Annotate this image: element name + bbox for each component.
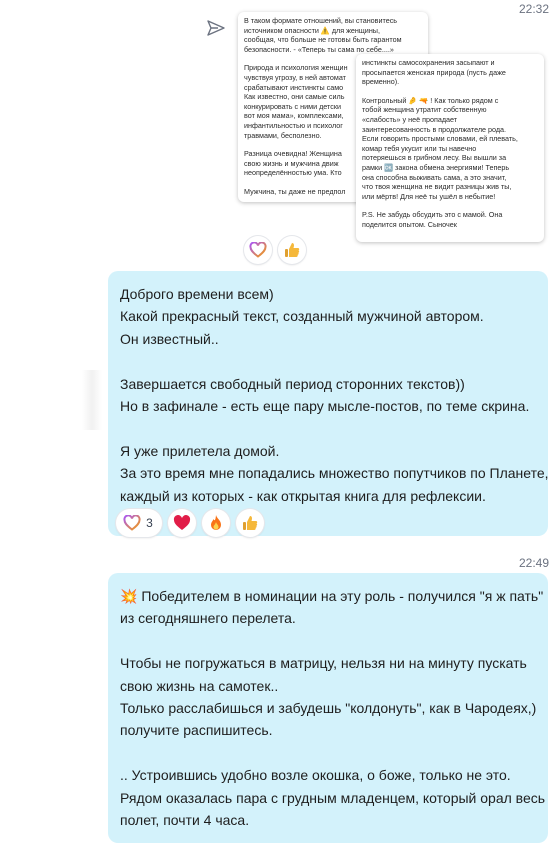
message-text-line: Я уже прилетела домой. <box>120 442 280 459</box>
fire-reaction[interactable] <box>202 509 230 537</box>
screenshot-text-line: Как известно, они самые силь <box>244 92 345 102</box>
message-text-line: каждый из которых - как открытая книга для рефлексии. <box>120 487 486 504</box>
message-reactions <box>116 509 264 537</box>
heart-outline-icon <box>249 242 267 258</box>
screenshot-text-line: травмами, бесполезно. <box>244 130 322 140</box>
screenshot-text-line: заинтересованность в продолжателе рода. <box>362 124 507 134</box>
screenshot-text-line: комар тебя укусит или ты навечно <box>362 143 477 153</box>
scroll-shadow <box>82 370 102 430</box>
screenshot-text-line: рамки 🆗 закона обмена энергиями! Теперь <box>362 162 510 172</box>
heart-outline-icon <box>123 515 141 531</box>
screenshot-reactions <box>244 236 306 264</box>
screenshot-text-line: P.S. Не забудь обсудить это с мамой. Она <box>362 210 503 220</box>
screenshot-text-line: безопасности. - «Теперь ты сама по себе....» <box>244 44 394 54</box>
screenshot-text-line: чувствуя угрозу, в ней автомат <box>244 72 346 82</box>
message-bubble[interactable] <box>108 573 548 843</box>
message-text-line: .. Устроившись удобно возле окошка, о боже, только не это. <box>120 767 511 784</box>
message-text-line <box>120 417 536 439</box>
thumbs-up-icon <box>283 241 301 259</box>
screenshot-text-line: В таком формате отношений, вы становитесь <box>244 16 398 25</box>
screenshot-text-line: конкурировать с ними детски <box>244 101 341 111</box>
screenshot-text-line <box>362 201 538 210</box>
thumbs-up-reaction[interactable] <box>278 236 306 264</box>
red-heart-reaction[interactable] <box>168 509 196 537</box>
screenshot-text-line: инфантильностью и психолог <box>244 120 343 130</box>
red-heart-icon <box>173 515 191 531</box>
screenshot-text-line: вот моя мама», комплексами, <box>244 111 344 121</box>
screenshot-text-line: или мёртв! Для неё ты ушёл в небытие! <box>362 191 496 201</box>
screenshot-text-line: срабатывают инстинкты само <box>244 82 344 92</box>
heart-outline-reaction[interactable] <box>116 509 162 537</box>
message-text-line <box>120 742 536 764</box>
share-icon[interactable] <box>206 18 226 38</box>
message-text-line: 💥 Победителем в номинации на эту роль - получился "я ж пать" <box>120 588 544 604</box>
screenshot-text-line: просыпается женская природа (пусть даже <box>362 67 506 77</box>
screenshot-text-line: свою жизнь и мужчина движ <box>244 158 339 168</box>
screenshot-text-line: Мужчина, ты даже не предпол <box>244 186 346 196</box>
message-text-line: Но в зафинале - есть еще пару мысле-постов, по теме скрина. <box>120 398 530 415</box>
screenshot-text-line: сообщая, что больше не готовы быть гарантом <box>244 35 402 45</box>
screenshot-text-line: Разница очевидна! Женщина <box>244 149 342 159</box>
message-text-line: Чтобы не погружаться в матрицу, нельзя ни на минуту пускать <box>120 655 527 672</box>
screenshot-text-line: тобой женщина утратит собственную <box>362 105 487 115</box>
message-text-line: свою жизнь на самотек.. <box>120 677 279 694</box>
message-text-line <box>120 630 536 652</box>
message-bubble[interactable] <box>108 271 548 536</box>
screenshot-text-line <box>362 87 538 96</box>
screenshot-text-line: временно). <box>362 77 400 87</box>
screenshot-text-line: потеряешься в грибном лесу. Вы вышли за <box>362 153 507 163</box>
screenshot-text-line: поделится опытом. Сыночек <box>362 219 457 229</box>
screenshot-text-line: инстинкты самосохранения засыпают и <box>362 58 495 67</box>
message-text-line: Завершается свободный период сторонних текстов)) <box>120 375 465 392</box>
message-text-line: из сегодняшнего перелета. <box>120 610 296 627</box>
message-text-line: Доброго времени всем) <box>120 286 274 302</box>
screenshot-text-line: она способна выживать сама, а это значит, <box>362 172 507 182</box>
thumbs-up-icon <box>241 514 259 532</box>
message-text-line: Он известный.. <box>120 330 219 347</box>
screenshot-card-front <box>356 54 544 242</box>
message-text-line: полет, почти 4 часа. <box>120 812 250 829</box>
attached-screenshot[interactable] <box>238 12 548 244</box>
screenshot-text-line: источником опасности ⚠️ для женщины, <box>244 25 380 35</box>
heart-outline-reaction[interactable] <box>244 236 272 264</box>
message-text-line: Только расслабишься и забудешь "колдонуть", как в Чародеях,) <box>120 700 537 717</box>
message-text-line: получите распишитесь. <box>120 722 273 739</box>
fire-icon <box>208 514 224 532</box>
screenshot-text-line: что твоя женщина не видит разницы жив ты, <box>362 182 512 192</box>
thumbs-up-reaction[interactable] <box>236 509 264 537</box>
message-text-line <box>120 350 536 372</box>
message-text-line: Какой прекрасный текст, созданный мужчиной автором. <box>120 308 484 325</box>
screenshot-text-line: Природа и психология женщин <box>244 63 348 73</box>
message-timestamp: 22:32 <box>518 2 549 16</box>
screenshot-text-line: «слабость» у неё пропадает <box>362 114 458 124</box>
reaction-count: 3 <box>146 516 153 530</box>
screenshot-text-line: неопределённостью ума. Кто <box>244 168 342 178</box>
screenshot-text-line: Если говорить простыми словами, ей плевать, <box>362 134 518 144</box>
screenshot-text-line: Контрольный 🤌 🔫 ! Как только рядом с <box>362 95 499 105</box>
message-text-line: За это время мне попадались множество попутчиков по Планете, <box>120 465 549 482</box>
message-timestamp: 22:49 <box>518 556 549 570</box>
message-text-line: Рядом оказалась пара с грудным младенцем, который орал весь <box>120 789 546 806</box>
